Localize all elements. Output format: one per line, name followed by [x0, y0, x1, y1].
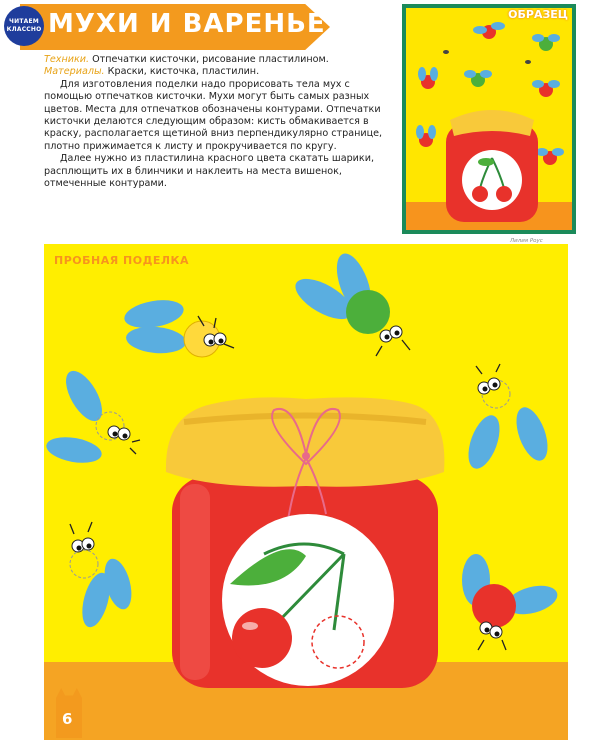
cherry-filled: [232, 608, 292, 668]
materials-value: Краски, кисточка, пластилин.: [107, 66, 260, 78]
paragraph-2: Далее нужно из пластилина красного цвета скатать шарики, расплющить их в блинчики и наклеить на места вишенок, отмеченные контурами.: [44, 153, 374, 190]
sample-fly-6: [416, 125, 436, 147]
sample-fly-7: [536, 148, 564, 165]
sample-fly-1: [473, 22, 505, 39]
fly-yellow: [122, 296, 234, 357]
technique-label: Техники.: [44, 54, 90, 65]
trial-craft-label: ПРОБНАЯ ПОДЕЛКА: [54, 254, 190, 267]
trial-craft-area: [44, 244, 568, 740]
fly-outline-left: [44, 365, 140, 466]
sample-fly-2: [532, 34, 560, 51]
fly-outline-right: [462, 364, 554, 473]
materials-label: Материалы.: [44, 66, 105, 78]
sample-illustration: [406, 8, 572, 230]
sample-fly-5: [532, 80, 560, 97]
sample-fly-3: [418, 67, 438, 89]
fly-red: [462, 554, 560, 650]
sample-fly-4: [464, 70, 492, 87]
page-number: 6: [62, 710, 73, 728]
trial-illustration: [44, 244, 568, 740]
paragraph-1: Для изготовления поделки надо прорисовать тела мух с помощью отпечатков кисточки. Мухи могут быть самых разных цветов. Места для отпечатков обозначены контурами. Отпечатки кисточки делаются следующим образом: кисть обмакивается в краску, располагается щетиной вниз перпендикулярно странице, плотно прижимается к листу и прокручивается по кругу.: [44, 78, 383, 152]
page-title: МУХИ И ВАРЕНЬЕ: [48, 9, 326, 39]
artist-credit: Лилия Роус: [510, 238, 543, 244]
technique-value: Отпечатки кисточки, рисование пластилином.: [92, 54, 329, 65]
instructions: [44, 54, 392, 190]
fly-outline-bottom-left: [70, 522, 136, 630]
fly-green: [289, 249, 410, 356]
jar-lid: [166, 397, 444, 486]
sample-image: [402, 4, 576, 234]
sample-label: ОБРАЗЕЦ: [508, 8, 568, 21]
series-logo: ЧИТАЕМ КЛАССНО: [4, 6, 44, 46]
